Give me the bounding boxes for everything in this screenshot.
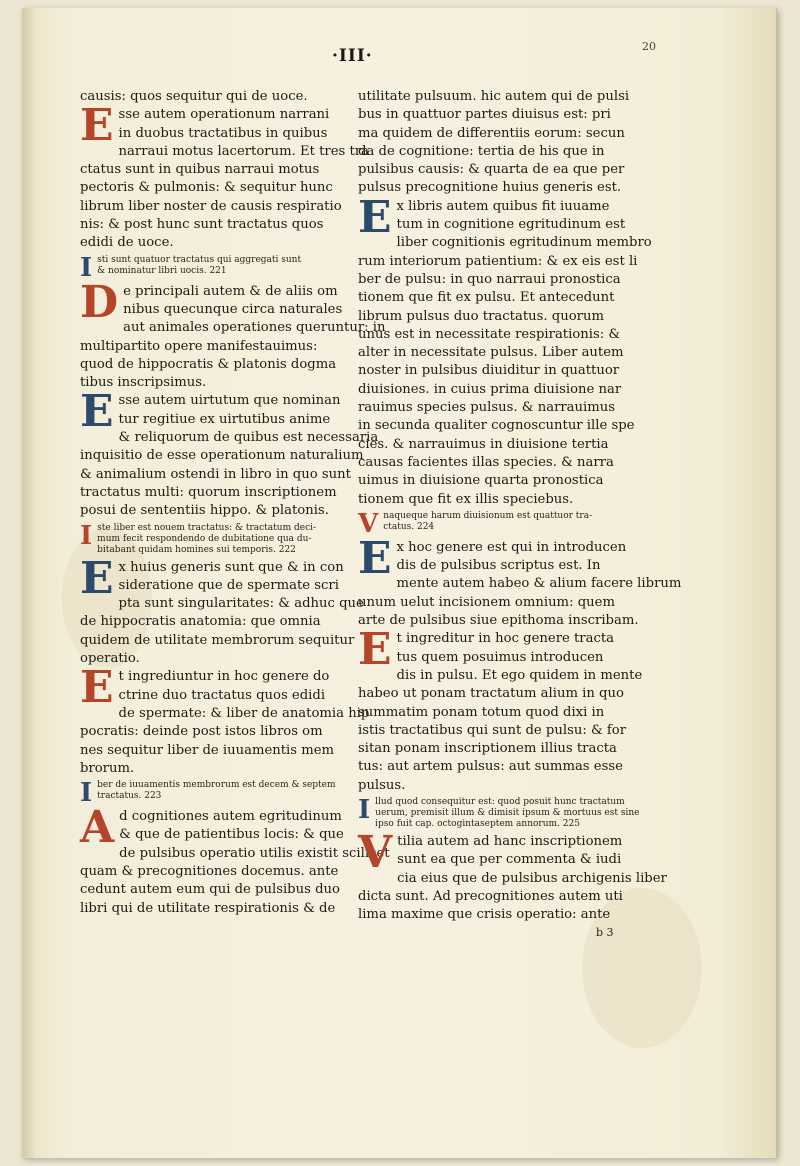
text-line: & animalium ostendi in libro in quo sunt: [80, 466, 351, 482]
marginal-note: [80, 252, 352, 283]
text-line: nes sequitur liber de iuuamentis mem: [80, 742, 335, 758]
text-line: in secunda qualiter cognoscuntur ille spe: [358, 418, 635, 434]
text-line: x libris autem quibus fit iuuame: [396, 198, 610, 214]
text-line: librum pulsus duo tractatus. quorum: [358, 308, 604, 324]
text-line: utilitate pulsuum. hic autem qui de pulsi: [358, 89, 630, 104]
text-line: unus est in necessitate respirationis: &: [358, 326, 621, 342]
text-paragraph: [358, 826, 667, 924]
text-line: pulsibus causis: & quarta de ea que per: [358, 162, 625, 178]
text-line: diuisiones. in cuius prima diuisione nar: [358, 381, 622, 397]
text-line: tractatus. 223: [97, 791, 162, 802]
text-line: inquisitio de esse operationum naturalium: [80, 448, 364, 464]
text-line: & nominatur libri uocis. 221: [97, 265, 227, 276]
text-line: rauimus species pulsus. & narrauimus: [358, 400, 616, 416]
text-line: quod de hippocratis & platonis dogma: [80, 356, 337, 372]
text-line: tionem que fit ex illis speciebus.: [358, 491, 574, 507]
text-paragraph: [80, 552, 364, 669]
text-line: uimus in diuisione quarta pronostica: [358, 473, 604, 489]
text-line: x huius generis sunt que & in con: [118, 559, 344, 575]
text-paragraph: [80, 276, 386, 393]
text-paragraph: [80, 662, 370, 778]
text-line: ber de pulsu: in quo narraui pronostica: [358, 271, 621, 287]
text-line: x hoc genere est qui in introducen: [396, 539, 627, 555]
text-line: pocratis: deinde post istos libros om: [80, 724, 323, 740]
text-line: pta sunt singularitates: & adhuc que: [118, 596, 364, 612]
marginal-note: [80, 520, 352, 556]
text-line: tractatus multi: quorum inscriptionem: [80, 484, 337, 500]
text-line: tibus inscripsimus.: [80, 375, 207, 391]
text-line: & que de patientibus locis: & que: [119, 827, 344, 843]
text-line: sse autem uirtutum que nominan: [118, 393, 341, 409]
text-line: in duobus tractatibus in quibus: [118, 125, 328, 141]
text-paragraph: [358, 191, 652, 509]
text-line: causis: quos sequitur qui de uoce.: [80, 89, 308, 104]
marginal-note: [358, 508, 630, 539]
initial-letter: I: [80, 252, 93, 283]
text-line: d cognitiones autem egritudinum: [119, 809, 342, 825]
text-line: dis in pulsu. Et ego quidem in mente: [396, 667, 643, 683]
text-line: dis de pulsibus scriptus est. In: [396, 558, 601, 574]
text-line: liber cognitionis egritudinum membro: [396, 235, 652, 251]
text-line: posui de sententiis hippo. & platonis.: [80, 503, 329, 519]
text-line: cies. & narrauimus in diuisione tertia: [358, 436, 609, 452]
text-line: multipartito opere manifestauimus:: [80, 338, 318, 354]
text-paragraph: [80, 100, 369, 252]
text-line: edidi de uoce.: [80, 235, 174, 251]
marginal-note: [358, 794, 640, 830]
text-line: mum fecit respondendo de dubitatione qua du-: [97, 533, 312, 544]
initial-letter: V: [358, 508, 379, 539]
initial-letter: D: [80, 276, 119, 328]
text-line: cia eius que de pulsibus archigenis liber: [397, 870, 667, 886]
text-line: dicta sunt. Ad precognitiones autem uti: [358, 888, 623, 904]
text-line: unum uelut incisionem omnium: quem: [358, 594, 615, 610]
text-line: summatim ponam totum quod dixi in: [358, 704, 605, 720]
text-line: ber de iuuamentis membrorum est decem & septem: [97, 780, 336, 791]
initial-letter: I: [358, 794, 371, 825]
text-line: narraui motus lacertorum. Et tres tra: [118, 143, 369, 159]
text-line: rum interiorum patientium: & ex eis est li: [358, 253, 638, 269]
text-line: naqueque harum diuisionum est quattuor tra-: [383, 510, 593, 521]
initial-letter: E: [80, 662, 114, 714]
text-paragraph: [358, 624, 643, 795]
text-line: sti sunt quatuor tractatus qui aggregati sunt: [97, 254, 302, 265]
text-paragraph: [358, 532, 682, 630]
text-line: mente autem habeo & alium facere librum: [396, 576, 682, 592]
initial-letter: A: [80, 802, 115, 854]
marginal-note: [80, 778, 352, 809]
text-line: pulsus precognitione huius generis est.: [358, 180, 622, 196]
text-line: ctatus sunt in quibus narraui motus: [80, 162, 320, 178]
initial-letter: E: [358, 624, 392, 676]
text-line: de spermate: & liber de anatomia hip: [118, 705, 370, 721]
text-line: ma quidem de differentiis eorum: secun: [358, 125, 625, 141]
running-head: ·III·: [332, 46, 373, 66]
text-line: da de cognitione: tertia de his que in: [358, 143, 605, 159]
initial-letter: E: [358, 532, 392, 584]
text-line: nis: & post hunc sunt tractatus quos: [80, 217, 324, 233]
text-line: t ingrediuntur in hoc genere do: [118, 669, 330, 685]
text-line: tilia autem ad hanc inscriptionem: [397, 833, 623, 849]
initial-letter: V: [358, 826, 393, 878]
text-line: ipso fuit cap. octogintaseptem annorum. 225: [375, 818, 580, 829]
text-line: noster in pulsibus diuiditur in quattuor: [358, 363, 620, 379]
text-line: pectoris & pulmonis: & sequitur hunc: [80, 180, 333, 196]
text-line: libri qui de utilitate respirationis & de: [80, 900, 336, 916]
text-line: sideratione que de spermate scri: [118, 577, 339, 593]
initial-letter: E: [80, 100, 114, 152]
text-line: quidem de utilitate membrorum sequitur: [80, 632, 355, 648]
text-line: tus quem posuimus introducen: [396, 649, 604, 665]
text-line: alter in necessitate pulsus. Liber autem: [358, 345, 624, 361]
text-line: uerum, premisit illum & dimisit ipsum & mortuus est sine: [375, 807, 640, 818]
text-line: quam & precognitiones docemus. ante: [80, 863, 339, 879]
initial-letter: I: [80, 520, 93, 551]
text-line: tur regitiue ex uirtutibus anime: [118, 411, 331, 427]
initial-letter: E: [80, 386, 114, 438]
text-line: ste liber est nouem tractatus: & tractatum deci-: [97, 522, 317, 533]
text-line: aut animales operationes queruntur: in: [123, 320, 386, 336]
text-line: pulsus.: [358, 777, 406, 793]
text-line: de hippocratis anatomia: que omnia: [80, 614, 321, 630]
text-line: causas facientes illas species. & narra: [358, 454, 614, 470]
text-line: tus: aut artem pulsus: aut summas esse: [358, 759, 623, 775]
text-line: sitan ponam inscriptionem illius tracta: [358, 741, 617, 757]
folio-number: 20: [642, 40, 656, 53]
text-line: arte de pulsibus siue epithoma inscribam.: [358, 613, 639, 629]
text-line: lima maxime que crisis operatio: ante: [358, 907, 611, 923]
text-line: ctrine duo tractatus quos edidi: [118, 687, 326, 703]
text-line: bus in quattuor partes diuisus est: pri: [358, 107, 611, 123]
text-line: llud quod consequitur est: quod posuit hunc tractatum: [375, 796, 625, 807]
text-line: tionem que fit ex pulsu. Et antecedunt: [358, 290, 615, 306]
text-line: habeo ut ponam tractatum alium in quo: [358, 686, 624, 702]
initial-letter: E: [80, 552, 114, 604]
text-line: de pulsibus operatio utilis existit scilicet: [119, 845, 390, 861]
text-paragraph: [80, 802, 390, 918]
text-line: t ingreditur in hoc genere tracta: [396, 631, 615, 647]
text-line: bitabant quidam homines sui temporis. 222: [97, 544, 296, 555]
text-line: tum in cognitione egritudinum est: [396, 217, 626, 233]
text-line: sse autem operationum narrani: [118, 107, 330, 123]
text-line: e principali autem & de aliis om: [123, 283, 338, 299]
text-block: [358, 88, 630, 198]
text-line: sunt ea que per commenta & iudi: [397, 852, 622, 868]
text-line: ctatus. 224: [383, 521, 435, 532]
right-text-column: [358, 88, 682, 924]
text-line: nibus quecunque circa naturales: [123, 301, 343, 317]
text-paragraph: [80, 386, 379, 520]
signature-mark: b 3: [596, 926, 614, 939]
text-line: brorum.: [80, 760, 135, 776]
text-block: [80, 88, 352, 106]
text-line: operatio.: [80, 651, 140, 667]
initial-letter: I: [80, 778, 93, 809]
text-line: librum liber noster de causis respiratio: [80, 198, 342, 214]
initial-letter: E: [358, 191, 392, 243]
text-line: & reliquorum de quibus est necessaria: [118, 430, 379, 446]
text-line: istis tractatibus qui sunt de pulsu: & for: [358, 722, 627, 738]
text-line: cedunt autem eum qui de pulsibus duo: [80, 882, 340, 898]
